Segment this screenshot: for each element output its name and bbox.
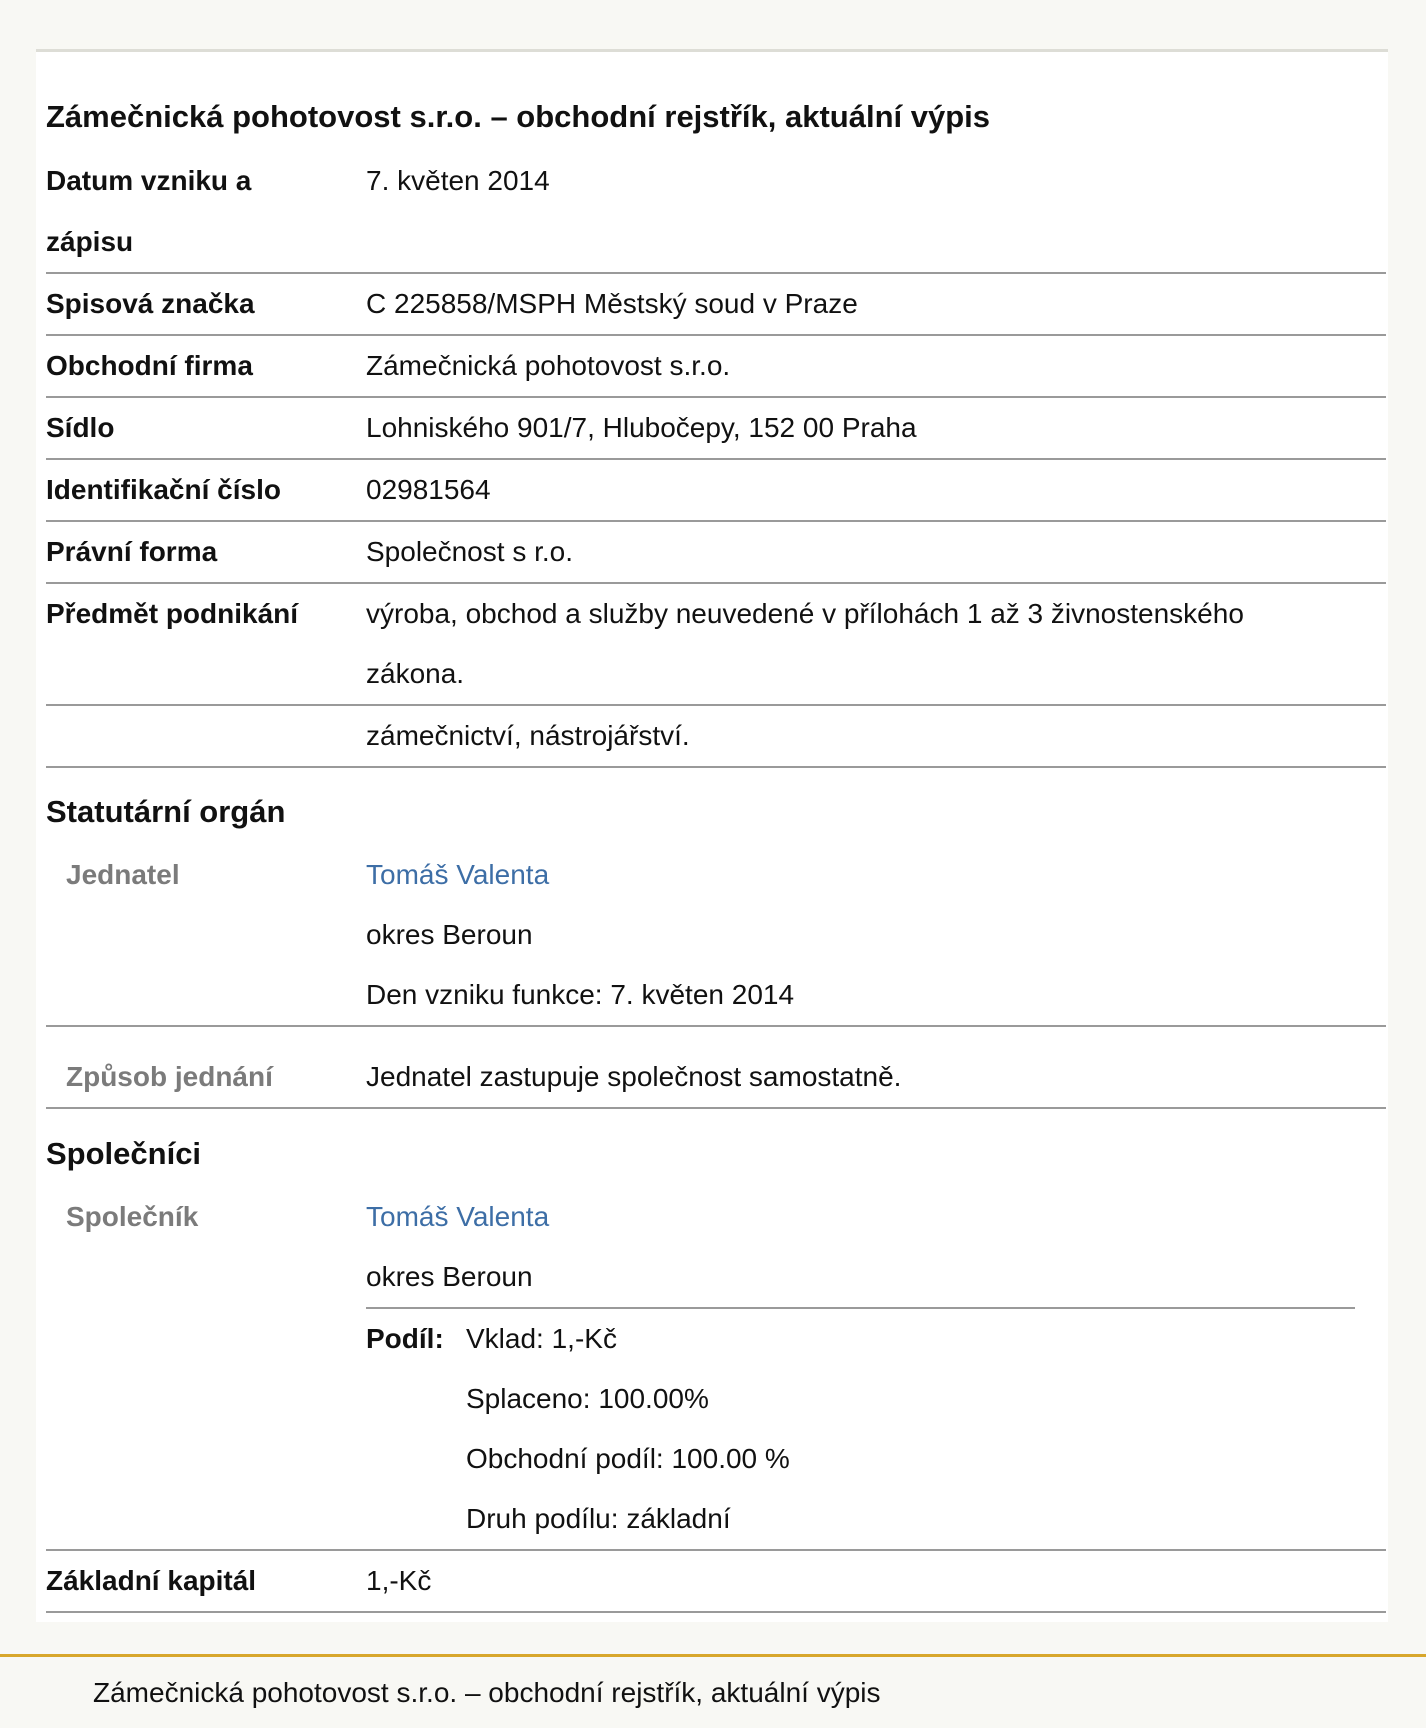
- splaceno-value: Splaceno: 100.00%: [466, 1383, 709, 1414]
- podil-label: Podíl:: [366, 1323, 444, 1354]
- page-title: Zámečnická pohotovost s.r.o. – obchodní rejstřík, aktuální výpis: [46, 99, 991, 134]
- row-divider: [46, 582, 1386, 584]
- row-divider: [46, 704, 1386, 706]
- spolecnik-label: Společník: [66, 1201, 199, 1232]
- row-divider: [46, 272, 1386, 274]
- firma-label: Obchodní firma: [46, 350, 253, 381]
- sidlo-label: Sídlo: [46, 412, 115, 443]
- row-divider: [46, 520, 1386, 522]
- obchodni-podil-value: Obchodní podíl: 100.00 %: [466, 1443, 790, 1474]
- jednatel-okres: okres Beroun: [366, 919, 533, 950]
- podil-divider: [366, 1307, 1355, 1309]
- kapital-label: Základní kapitál: [46, 1565, 257, 1596]
- zpusob-jednani-label: Způsob jednání: [66, 1061, 273, 1092]
- predmet-value-1-cont: zákona.: [366, 658, 465, 689]
- spisova-value: C 225858/MSPH Městský soud v Praze: [366, 288, 858, 319]
- footer-divider: [0, 1654, 1426, 1657]
- vklad-value: Vklad: 1,-Kč: [466, 1323, 617, 1354]
- druh-podilu-value: Druh podílu: základní: [466, 1503, 731, 1534]
- spolecnici-heading: Společníci: [46, 1136, 202, 1171]
- predmet-value-1: výroba, obchod a služby neuvedené v přílohách 1 až 3 živnostenského: [366, 598, 1244, 629]
- jednatel-label: Jednatel: [66, 859, 180, 890]
- ico-label: Identifikační číslo: [46, 474, 281, 505]
- row-divider: [46, 396, 1386, 398]
- predmet-value-2: zámečnictví, nástrojářství.: [366, 720, 690, 751]
- spisova-label: Spisová značka: [46, 288, 255, 319]
- datum-label-line1: Datum vzniku a: [46, 165, 252, 196]
- datum-label-line2: zápisu: [46, 226, 134, 257]
- row-divider: [46, 1611, 1386, 1613]
- row-divider: [46, 334, 1386, 336]
- jednatel-den-vzniku: Den vzniku funkce: 7. květen 2014: [366, 979, 795, 1010]
- spolecnik-name-link[interactable]: Tomáš Valenta: [366, 1201, 550, 1232]
- spolecnik-okres: okres Beroun: [366, 1261, 533, 1292]
- kapital-value: 1,-Kč: [366, 1565, 432, 1596]
- jednatel-name-link[interactable]: Tomáš Valenta: [366, 859, 550, 890]
- sidlo-value: Lohniského 901/7, Hlubočepy, 152 00 Praha: [366, 412, 917, 443]
- predmet-label: Předmět podnikání: [46, 598, 299, 629]
- pravni-forma-label: Právní forma: [46, 536, 218, 567]
- row-divider: [46, 1107, 1386, 1109]
- footer-text: Zámečnická pohotovost s.r.o. – obchodní rejstřík, aktuální výpis: [93, 1677, 881, 1708]
- row-divider: [46, 458, 1386, 460]
- row-divider: [46, 1549, 1386, 1551]
- datum-value: 7. květen 2014: [366, 165, 550, 196]
- zpusob-jednani-value: Jednatel zastupuje společnost samostatně.: [366, 1061, 902, 1092]
- ico-value: 02981564: [366, 474, 491, 505]
- row-divider: [46, 766, 1386, 768]
- statutarni-heading: Statutární orgán: [46, 794, 286, 829]
- pravni-forma-value: Společnost s r.o.: [366, 536, 574, 567]
- row-divider: [46, 1025, 1386, 1027]
- firma-value: Zámečnická pohotovost s.r.o.: [366, 350, 731, 381]
